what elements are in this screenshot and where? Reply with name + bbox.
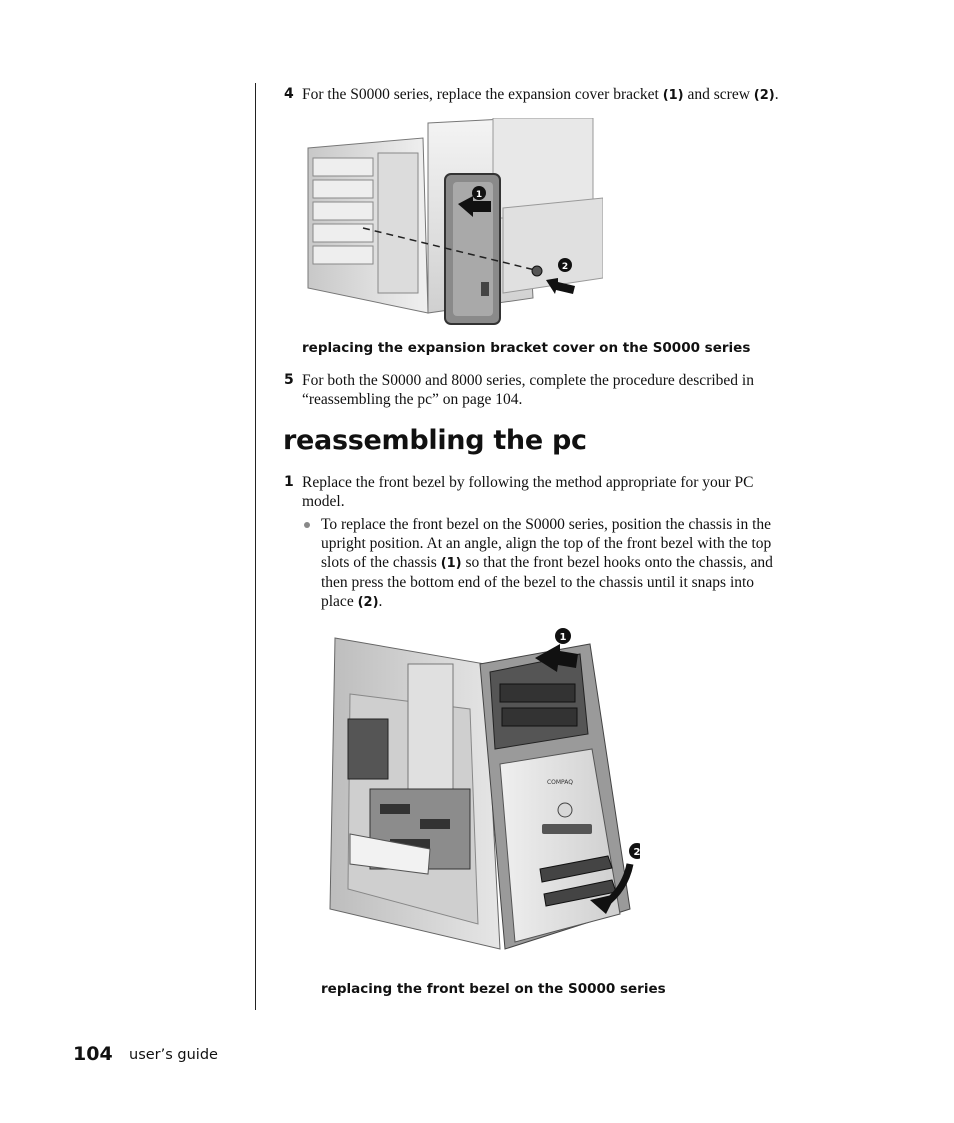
- margin-rule: [255, 83, 256, 1010]
- step-5: [284, 371, 862, 409]
- ref-2: (2): [357, 595, 379, 610]
- step-text: .: [774, 86, 779, 103]
- step-text-line: Replace the front bezel by following the method appropriate for your PC: [302, 474, 754, 491]
- ref-1: (1): [440, 556, 462, 571]
- step-number: 1: [284, 474, 294, 490]
- step-text: For the S0000 series, replace the expansion cover bracket: [302, 86, 663, 103]
- bullet-text: place: [321, 593, 358, 610]
- section-heading: reassembling the pc: [283, 425, 587, 456]
- callout-1-label: 1: [559, 632, 567, 643]
- expansion-bracket-figure: [303, 118, 603, 330]
- bullet-line: then press the bottom end of the bezel to the chassis until it snaps into: [321, 574, 755, 591]
- callout-2-label: 2: [633, 847, 640, 858]
- bullet-line: [321, 592, 861, 612]
- footer-guide-label: user’s guide: [129, 1047, 218, 1063]
- brand-label: COMPAQ: [546, 779, 574, 786]
- bullet-item: [321, 515, 861, 612]
- bullet-text: slots of the chassis: [321, 554, 441, 571]
- step-1: [284, 473, 862, 511]
- bullet-line: To replace the front bezel on the S0000 series, position the chassis in the: [321, 516, 772, 533]
- ref-2: (2): [753, 88, 775, 103]
- page-number: 104: [73, 1043, 113, 1065]
- bullet-text: .: [378, 593, 383, 610]
- step-number: 5: [284, 372, 294, 388]
- step-4: [284, 85, 862, 105]
- figure-1-caption: replacing the expansion bracket cover on the S0000 series: [302, 340, 751, 356]
- step-text: and screw: [683, 86, 754, 103]
- callout-2-label: 2: [561, 262, 569, 272]
- bullet-dot: [304, 522, 310, 528]
- step-text-line: “reassembling the pc” on page 104.: [302, 391, 523, 408]
- ref-1: (1): [662, 88, 684, 103]
- step-number: 4: [284, 86, 294, 102]
- front-bezel-figure: [320, 624, 640, 954]
- figure-2-caption: replacing the front bezel on the S0000 series: [321, 981, 666, 997]
- bullet-line: upright position. At an angle, align the top of the front bezel with the top: [321, 535, 772, 552]
- callout-1-label: 1: [475, 190, 483, 200]
- step-text-line: model.: [302, 493, 345, 510]
- bullet-text: so that the front bezel hooks onto the chassis, and: [461, 554, 773, 571]
- step-text-line: For both the S0000 and 8000 series, complete the procedure described in: [302, 372, 754, 389]
- bullet-line: [321, 553, 861, 573]
